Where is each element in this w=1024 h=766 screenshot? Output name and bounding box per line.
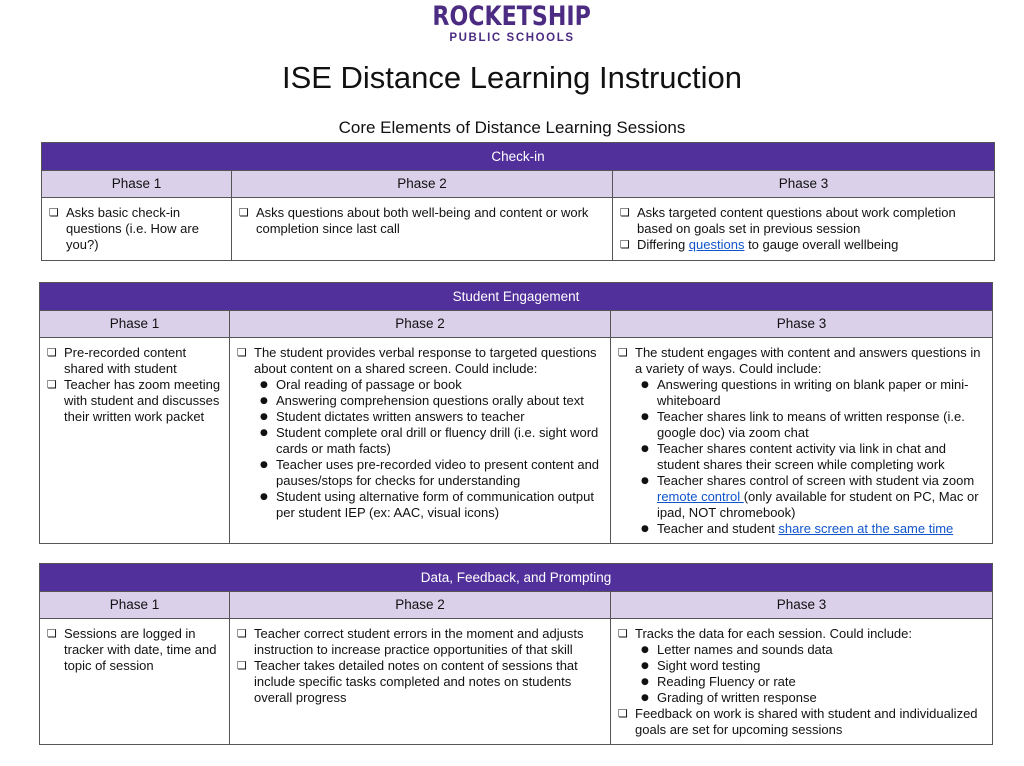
engagement-phase-3-cell (611, 338, 993, 544)
data-phase-2: Phase 2 (230, 592, 611, 619)
page-subtitle: Core Elements of Distance Learning Sessions (338, 118, 686, 137)
list-item: ● Sight word testing (639, 658, 986, 674)
checklist-item: ❏ Sessions are logged in tracker with date, time and topic of session (46, 626, 223, 674)
page-title: ISE Distance Learning Instruction (281, 60, 743, 95)
checkin-phase-2-cell (232, 198, 613, 261)
checklist-item: ❏ Pre-recorded content shared with student (46, 345, 223, 377)
list-item: ● Teacher shares control of screen with student via zoom remote control (only available for student on PC, Mac or ipad, NOT chromebook) (639, 473, 986, 521)
list-item: ● Student using alternative form of communication output per student IEP (ex: AAC, visual icons) (258, 489, 604, 521)
checkin-phase-1: Phase 1 (42, 171, 232, 198)
list-item: ● Answering questions in writing on blank paper or mini-whiteboard (639, 377, 986, 409)
engagement-phase-3: Phase 3 (611, 311, 993, 338)
data-phase-1-cell (40, 619, 230, 745)
list-item: ● Teacher shares content activity via link in chat and student shares their screen while completing work (639, 441, 986, 473)
checklist-item: ❏ Asks basic check-in questions (i.e. How are you?) (48, 205, 225, 253)
engagement-phase-1-cell (40, 338, 230, 544)
data-phase-3-cell (611, 619, 993, 745)
list-item: ● Teacher shares link to means of written response (i.e. google doc) via zoom chat (639, 409, 986, 441)
checkin-phase-3: Phase 3 (613, 171, 995, 198)
engagement-header: Student Engagement (40, 283, 993, 311)
remote-control-link[interactable]: remote control (657, 489, 744, 504)
logo (0, 2, 1024, 45)
list-item: ● Teacher and student share screen at the same time (639, 521, 986, 537)
checkin-phase-1-cell (42, 198, 232, 261)
checkin-table (41, 142, 995, 261)
checklist-item: ❏ Teacher correct student errors in the moment and adjusts instruction to increase practice opportunities of that skill (236, 626, 604, 658)
checklist-item: ❏ Teacher takes detailed notes on content of sessions that include specific tasks completed and notes on students overall progress (236, 658, 604, 706)
engagement-phase-1: Phase 1 (40, 311, 230, 338)
questions-link[interactable]: questions (688, 237, 745, 252)
logo-subtitle: PUBLIC SCHOOLS (449, 32, 575, 44)
logo-wordmark: ROCKETSHIP (432, 1, 592, 32)
data-header: Data, Feedback, and Prompting (40, 564, 993, 592)
engagement-phase-2-cell (230, 338, 611, 544)
checklist-item: ❏ The student provides verbal response to targeted questions about content on a shared screen. Could include: ● Oral reading of passage or book ● Answering comprehension questions orally about text ● Student dictates written answers to teacher ● Student complete oral drill or fluency drill (i.e. sight word cards or math facts) ● Teacher uses pre-recorded video to present content and pauses/stops for checks for understanding ● Student using alternative form of communication output per student IEP (ex: AAC, visual icons) (236, 345, 604, 521)
data-table (39, 563, 993, 745)
list-item: ● Student dictates written answers to teacher (258, 409, 604, 425)
checklist-item: ❏ Tracks the data for each session. Could include: ● Letter names and sounds data ● Sight word testing ● Reading Fluency or rate ● Grading of written response (617, 626, 986, 706)
checkin-header: Check-in (42, 143, 995, 171)
checklist-item: ❏ Differing questions to gauge overall wellbeing (619, 237, 988, 253)
list-item: ● Grading of written response (639, 690, 986, 706)
list-item: ● Answering comprehension questions orally about text (258, 393, 604, 409)
data-phase-2-cell (230, 619, 611, 745)
list-item: ● Student complete oral drill or fluency drill (i.e. sight word cards or math facts) (258, 425, 604, 457)
list-item: ● Teacher uses pre-recorded video to present content and pauses/stops for checks for understanding (258, 457, 604, 489)
list-item: ● Oral reading of passage or book (258, 377, 604, 393)
checklist-item: ❏ Feedback on work is shared with student and individualized goals are set for upcoming sessions (617, 706, 986, 738)
checklist-item: ❏ Teacher has zoom meeting with student and discusses their written work packet (46, 377, 223, 425)
share-screen-link[interactable]: share screen at the same time (778, 521, 954, 536)
data-phase-3: Phase 3 (611, 592, 993, 619)
list-item: ● Letter names and sounds data (639, 642, 986, 658)
engagement-phase-2: Phase 2 (230, 311, 611, 338)
checkin-phase-3-cell (613, 198, 995, 261)
engagement-table (39, 282, 993, 544)
list-item: ● Reading Fluency or rate (639, 674, 986, 690)
checkin-phase-2: Phase 2 (232, 171, 613, 198)
checklist-item: ❏ Asks targeted content questions about work completion based on goals set in previous session (619, 205, 988, 237)
data-phase-1: Phase 1 (40, 592, 230, 619)
checklist-item: ❏ The student engages with content and answers questions in a variety of ways. Could include: ● Answering questions in writing on blank paper or mini-whiteboard ● Teacher shares link to means of written response (i.e. google doc) via zoom chat ● Teacher shares content activity via link in chat and student shares their screen while completing work ● Teacher shares control of screen with student via zoom remote control (only available for student on PC, Mac or ipad, NOT chromebook) ● Teacher and student share screen at the same time (617, 345, 986, 537)
checklist-item: ❏ Asks questions about both well-being and content or work completion since last call (238, 205, 606, 237)
